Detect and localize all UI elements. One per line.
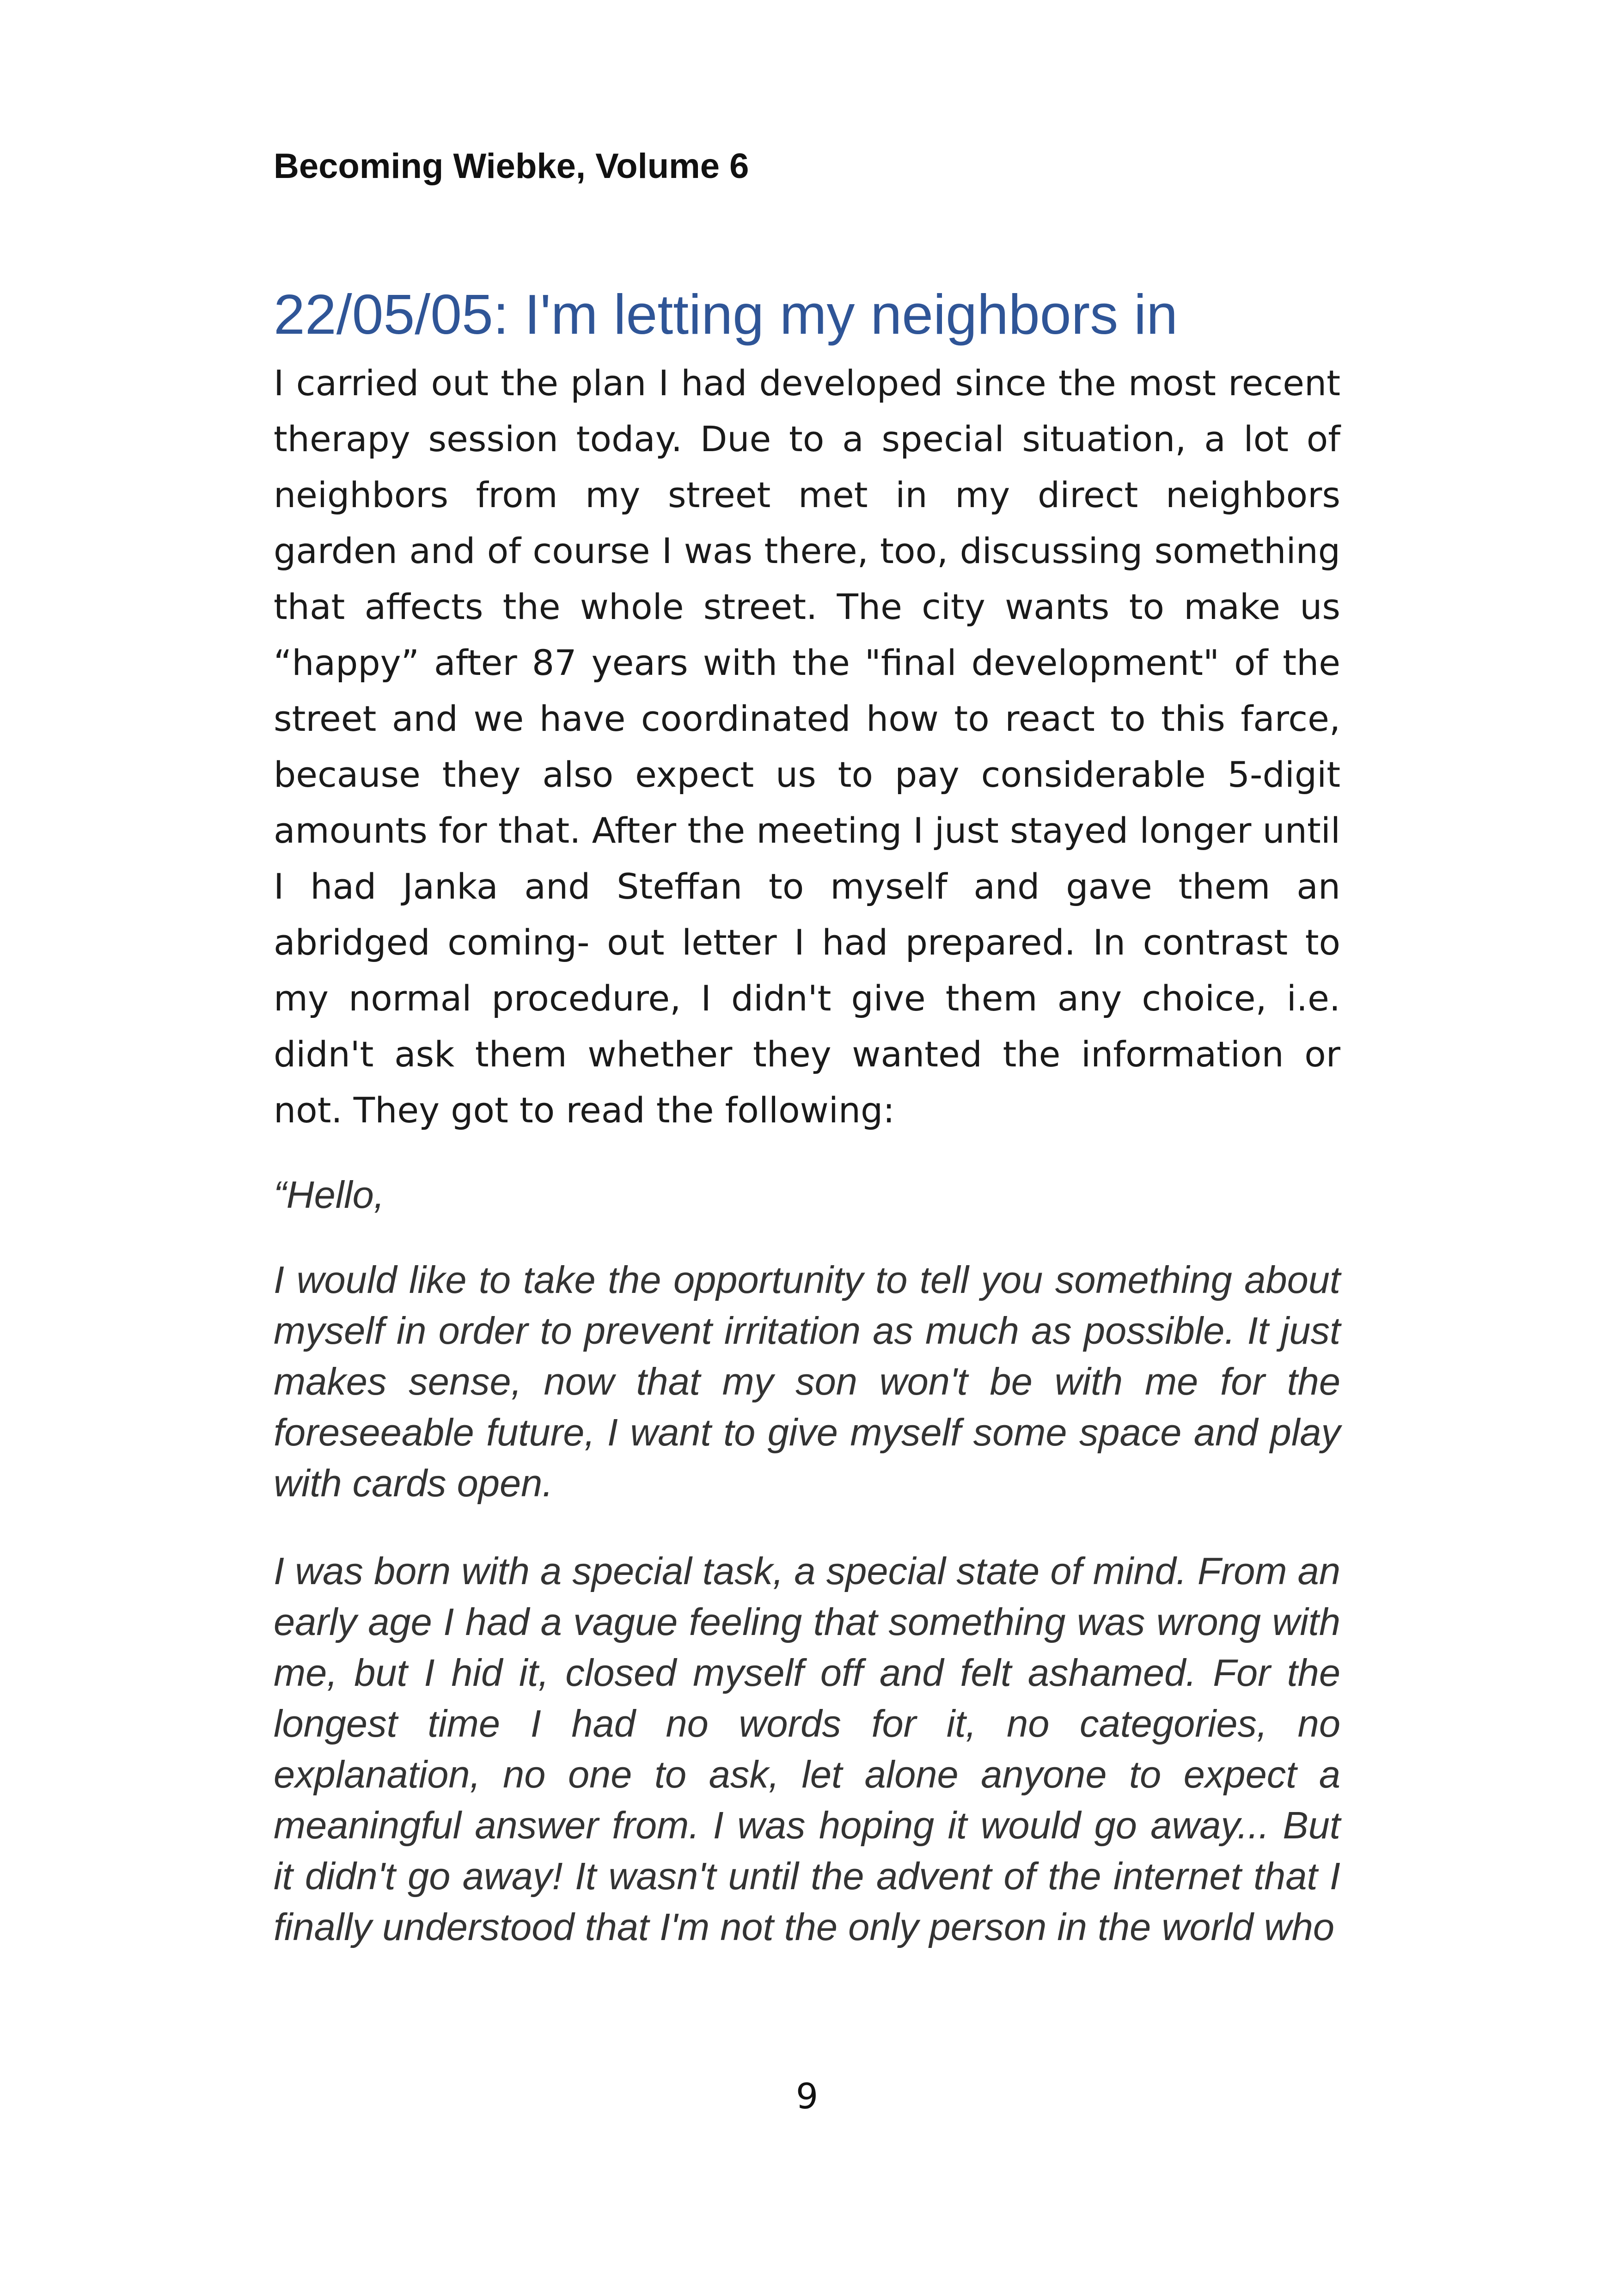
letter-paragraph-1: I would like to take the opportunity to tell you something about myself in order to prevent irritation as much as possible. It just makes sense, now that my son won't be with me for the foreseeable future, I want to give myself some space and play with cards open. <box>274 1258 1340 1505</box>
letter-paragraph-2: I was born with a special task, a special state of mind. From an early age I had a vague feeling that something was wrong with me, but I hid it, closed myself off and felt ashamed. For the longest time I had no words for it, no categories, no explanation, no one to ask, let alone anyone to expect a meaningful answer from. I was hoping it would go away... But it didn't go away! It wasn't until the advent of the internet that I finally understood that I'm not the only person in the world who <box>274 1549 1340 1948</box>
running-header: Becoming Wiebke, Volume 6 <box>274 147 749 186</box>
page-number: 9 <box>795 2076 819 2117</box>
chapter-title: 22/05/05: I'm letting my neighbors in <box>274 283 1178 346</box>
body-paragraph: I carried out the plan I had developed since the most recent therapy session today. Due to a special situation, a lot of neighbors from my street met in my direct neighbors garden and of course I was there, too, discussing something that affects the whole street. The city wants to make us “happy” after 87 years with the "final development" of the street and we have coordinated how to react to this farce, because they also expect us to pay considerable 5-digit amounts for that. After the meeting I just stayed longer until I had Janka and Steffan to myself and gave them an abridged coming- out letter I had prepared. In contrast to my normal procedure, I didn't give them any choice, i.e. didn't ask them whether they wanted the information or not. They got to read the following: <box>274 362 1340 1131</box>
letter-greeting: “Hello, <box>274 1173 385 1216</box>
